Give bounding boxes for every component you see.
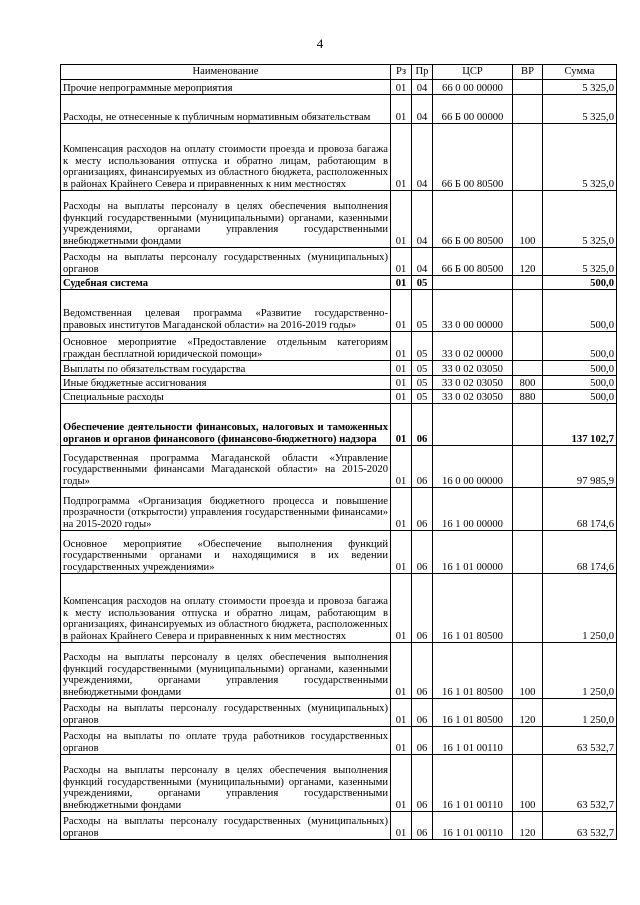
row-csr: 16 1 01 80500 <box>433 699 513 727</box>
row-pr: 05 <box>412 376 433 390</box>
row-vr: 120 <box>513 812 543 840</box>
row-csr: 33 0 02 00000 <box>433 332 513 361</box>
row-vr: 120 <box>513 248 543 276</box>
table-row <box>61 699 617 727</box>
row-sum: 5 325,0 <box>543 191 617 248</box>
row-name: Судебная система <box>61 276 391 290</box>
table-row <box>61 727 617 755</box>
table-row <box>61 488 617 531</box>
row-csr <box>433 404 513 446</box>
row-sum: 500,0 <box>543 276 617 290</box>
budget-table <box>60 64 617 840</box>
row-name: Государственная программа Магаданской области «Управление государственными финансами Магаданской области» на 2015-2020 годы» <box>61 446 391 488</box>
row-sum: 500,0 <box>543 361 617 376</box>
row-sum: 500,0 <box>543 290 617 332</box>
row-sum: 63 532,7 <box>543 812 617 840</box>
row-pr: 06 <box>412 812 433 840</box>
row-sum: 68 174,6 <box>543 488 617 531</box>
row-rz: 01 <box>391 574 412 643</box>
row-name: Компенсация расходов на оплату стоимости проезда и провоза багажа к месту использования отпуска и обратно лицам, работающим в организациях, финансируемых из областного бюджета, расположенных в районах Крайнего Севера и приравненных к ним местностях <box>61 124 391 191</box>
row-rz: 01 <box>391 95 412 124</box>
row-csr: 66 Б 00 80500 <box>433 124 513 191</box>
row-rz: 01 <box>391 812 412 840</box>
row-pr: 06 <box>412 488 433 531</box>
header-rz: Рз <box>391 65 412 80</box>
row-name: Прочие непрограммные мероприятия <box>61 80 391 95</box>
row-pr: 04 <box>412 191 433 248</box>
row-vr <box>513 404 543 446</box>
row-pr: 05 <box>412 332 433 361</box>
row-csr: 66 Б 00 00000 <box>433 95 513 124</box>
row-pr: 06 <box>412 404 433 446</box>
row-pr: 06 <box>412 574 433 643</box>
row-name: Ведомственная целевая программа «Развитие государственно-правовых институтов Магаданской области» на 2016-2019 годы» <box>61 290 391 332</box>
table-row <box>61 376 617 390</box>
row-name: Иные бюджетные ассигнования <box>61 376 391 390</box>
header-csr: ЦСР <box>433 65 513 80</box>
row-rz: 01 <box>391 446 412 488</box>
row-sum: 500,0 <box>543 390 617 404</box>
row-csr: 16 1 01 80500 <box>433 574 513 643</box>
table-row <box>61 643 617 699</box>
row-rz: 01 <box>391 361 412 376</box>
row-name: Расходы на выплаты по оплате труда работников государственных органов <box>61 727 391 755</box>
row-csr: 66 Б 00 80500 <box>433 191 513 248</box>
row-csr: 16 1 00 00000 <box>433 488 513 531</box>
row-vr: 100 <box>513 755 543 812</box>
table-row <box>61 95 617 124</box>
row-sum: 137 102,7 <box>543 404 617 446</box>
row-name: Расходы на выплаты персоналу государственных (муниципальных) органов <box>61 699 391 727</box>
table-row <box>61 755 617 812</box>
row-vr <box>513 332 543 361</box>
row-vr <box>513 727 543 755</box>
row-rz: 01 <box>391 531 412 574</box>
row-pr: 05 <box>412 276 433 290</box>
row-sum: 1 250,0 <box>543 574 617 643</box>
row-rz: 01 <box>391 80 412 95</box>
table-row <box>61 80 617 95</box>
row-pr: 05 <box>412 361 433 376</box>
row-name: Выплаты по обязательствам государства <box>61 361 391 376</box>
row-sum: 63 532,7 <box>543 727 617 755</box>
row-rz: 01 <box>391 699 412 727</box>
header-sum: Сумма <box>543 65 617 80</box>
row-name: Расходы, не отнесенные к публичным нормативным обязательствам <box>61 95 391 124</box>
header-pr: Пр <box>412 65 433 80</box>
row-csr: 66 Б 00 80500 <box>433 248 513 276</box>
row-rz: 01 <box>391 488 412 531</box>
row-sum: 1 250,0 <box>543 643 617 699</box>
row-vr <box>513 124 543 191</box>
row-pr: 04 <box>412 124 433 191</box>
row-pr: 05 <box>412 290 433 332</box>
row-rz: 01 <box>391 191 412 248</box>
row-csr <box>433 276 513 290</box>
row-vr <box>513 361 543 376</box>
row-vr: 880 <box>513 390 543 404</box>
row-sum: 1 250,0 <box>543 699 617 727</box>
row-pr: 06 <box>412 727 433 755</box>
row-sum: 97 985,9 <box>543 446 617 488</box>
row-csr: 16 1 01 80500 <box>433 643 513 699</box>
row-vr <box>513 95 543 124</box>
row-rz: 01 <box>391 390 412 404</box>
row-name: Расходы на выплаты персоналу государственных (муниципальных) органов <box>61 812 391 840</box>
row-sum: 68 174,6 <box>543 531 617 574</box>
row-name: Расходы на выплаты персоналу государственных (муниципальных) органов <box>61 248 391 276</box>
row-name: Расходы на выплаты персоналу в целях обеспечения выполнения функций государственными (муниципальными) органами, казенными учреждениями, органами управления государственными внебюджетными фондами <box>61 191 391 248</box>
row-csr: 16 1 01 00110 <box>433 812 513 840</box>
row-vr <box>513 446 543 488</box>
row-vr: 120 <box>513 699 543 727</box>
row-pr: 04 <box>412 95 433 124</box>
row-vr: 100 <box>513 643 543 699</box>
row-pr: 04 <box>412 248 433 276</box>
row-rz: 01 <box>391 276 412 290</box>
row-vr <box>513 276 543 290</box>
row-vr <box>513 290 543 332</box>
row-csr: 33 0 00 00000 <box>433 290 513 332</box>
page-number: 4 <box>316 36 324 51</box>
row-csr: 33 0 02 03050 <box>433 390 513 404</box>
row-sum: 5 325,0 <box>543 124 617 191</box>
row-csr: 16 1 01 00000 <box>433 531 513 574</box>
row-name: Обеспечение деятельности финансовых, налоговых и таможенных органов и органов финансового (финансово-бюджетного) надзора <box>61 404 391 446</box>
row-csr: 33 0 02 03050 <box>433 361 513 376</box>
row-vr <box>513 488 543 531</box>
row-csr: 66 0 00 00000 <box>433 80 513 95</box>
table-row <box>61 361 617 376</box>
row-sum: 63 532,7 <box>543 755 617 812</box>
row-rz: 01 <box>391 727 412 755</box>
table-row <box>61 531 617 574</box>
row-vr <box>513 80 543 95</box>
row-name: Основное мероприятие «Предоставление отдельным категориям граждан бесплатной юридической помощи» <box>61 332 391 361</box>
row-pr: 04 <box>412 80 433 95</box>
row-csr: 16 1 01 00110 <box>433 755 513 812</box>
table-row <box>61 446 617 488</box>
table-row <box>61 404 617 446</box>
table-row <box>61 812 617 840</box>
header-vr: ВР <box>513 65 543 80</box>
row-pr: 06 <box>412 643 433 699</box>
row-rz: 01 <box>391 332 412 361</box>
table-row <box>61 332 617 361</box>
row-sum: 500,0 <box>543 332 617 361</box>
row-pr: 06 <box>412 531 433 574</box>
table-header-row <box>61 65 617 80</box>
table-row <box>61 191 617 248</box>
row-sum: 5 325,0 <box>543 248 617 276</box>
table-row <box>61 390 617 404</box>
table-row <box>61 290 617 332</box>
row-csr: 16 1 01 00110 <box>433 727 513 755</box>
table-row <box>61 248 617 276</box>
row-rz: 01 <box>391 248 412 276</box>
row-rz: 01 <box>391 643 412 699</box>
table-row <box>61 124 617 191</box>
row-vr <box>513 574 543 643</box>
row-rz: 01 <box>391 755 412 812</box>
table-row <box>61 574 617 643</box>
row-csr: 33 0 02 03050 <box>433 376 513 390</box>
row-pr: 06 <box>412 446 433 488</box>
header-name: Наименование <box>61 65 391 80</box>
row-name: Специальные расходы <box>61 390 391 404</box>
row-vr: 100 <box>513 191 543 248</box>
row-pr: 06 <box>412 699 433 727</box>
row-sum: 5 325,0 <box>543 80 617 95</box>
row-rz: 01 <box>391 376 412 390</box>
row-name: Подпрограмма «Организация бюджетного процесса и повышение прозрачности (открытости) управления государственными финансами» на 2015-2020 годы» <box>61 488 391 531</box>
row-sum: 5 325,0 <box>543 95 617 124</box>
row-csr: 16 0 00 00000 <box>433 446 513 488</box>
row-rz: 01 <box>391 404 412 446</box>
table-row <box>61 276 617 290</box>
row-name: Компенсация расходов на оплату стоимости проезда и провоза багажа к месту использования отпуска и обратно лицам, работающим в организациях, финансируемых из областного бюджета, расположенных в районах Крайнего Севера и приравненных к ним местностях <box>61 574 391 643</box>
row-name: Расходы на выплаты персоналу в целях обеспечения выполнения функций государственными (муниципальными) органами, казенными учреждениями, органами управления государственными внебюджетными фондами <box>61 643 391 699</box>
row-name: Основное мероприятие «Обеспечение выполнения функций государственными органами и находящимися в их ведении государственных учреждениями» <box>61 531 391 574</box>
row-name: Расходы на выплаты персоналу в целях обеспечения выполнения функций государственными (муниципальными) органами, казенными учреждениями, органами управления государственными внебюджетными фондами <box>61 755 391 812</box>
row-pr: 06 <box>412 755 433 812</box>
row-rz: 01 <box>391 290 412 332</box>
row-pr: 05 <box>412 390 433 404</box>
row-vr: 800 <box>513 376 543 390</box>
row-vr <box>513 531 543 574</box>
row-sum: 500,0 <box>543 376 617 390</box>
row-rz: 01 <box>391 124 412 191</box>
